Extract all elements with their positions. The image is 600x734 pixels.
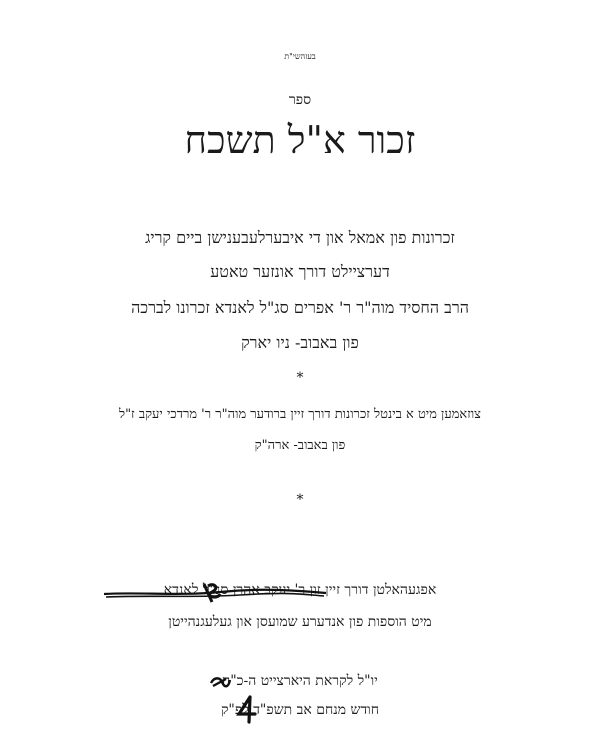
preserved-by-line: אפגעהאלטן דורך זיין זון ר' יעקב אהרן סג"ל לאנדא bbox=[163, 582, 437, 598]
book-title: זכור א"ל תשכח bbox=[184, 118, 416, 162]
yahrzeit-line: יו"ל לקראת היארצייט ה-כ"ה bbox=[222, 673, 378, 689]
date-line: חודש מנחם אב תשפ"ד לפ"ק bbox=[220, 702, 380, 718]
additions-line: מיט הוספות פון אנדערע שמועסן און געלעגנהייטן bbox=[168, 614, 432, 630]
companion-line-1: צוזאמען מיט א בינטל זכרונות דורך זיין ברודער מוה"ר ר' מרדכי יעקב ז"ל bbox=[119, 407, 481, 422]
description-line-4: פון באבוב- ניו יארק bbox=[241, 333, 359, 352]
separator-star: * bbox=[296, 492, 304, 508]
description-line-2: דערציילט דורך אונזער טאטע bbox=[210, 262, 390, 281]
sefer-label: ספר bbox=[288, 92, 312, 108]
header-blessing: בעזהשי"ת bbox=[284, 52, 316, 61]
companion-line-2: פון באבוב- ארה"ק bbox=[254, 438, 346, 453]
description-line-1: זכרונות פון אמאל און די איבערלעבענישן ביים קריג bbox=[145, 228, 455, 247]
description-line-3: הרב החסיד מוה"ר ר' אפרים סג"ל לאנדא זכרונו לברכה bbox=[131, 298, 469, 317]
separator-star: * bbox=[296, 370, 304, 386]
